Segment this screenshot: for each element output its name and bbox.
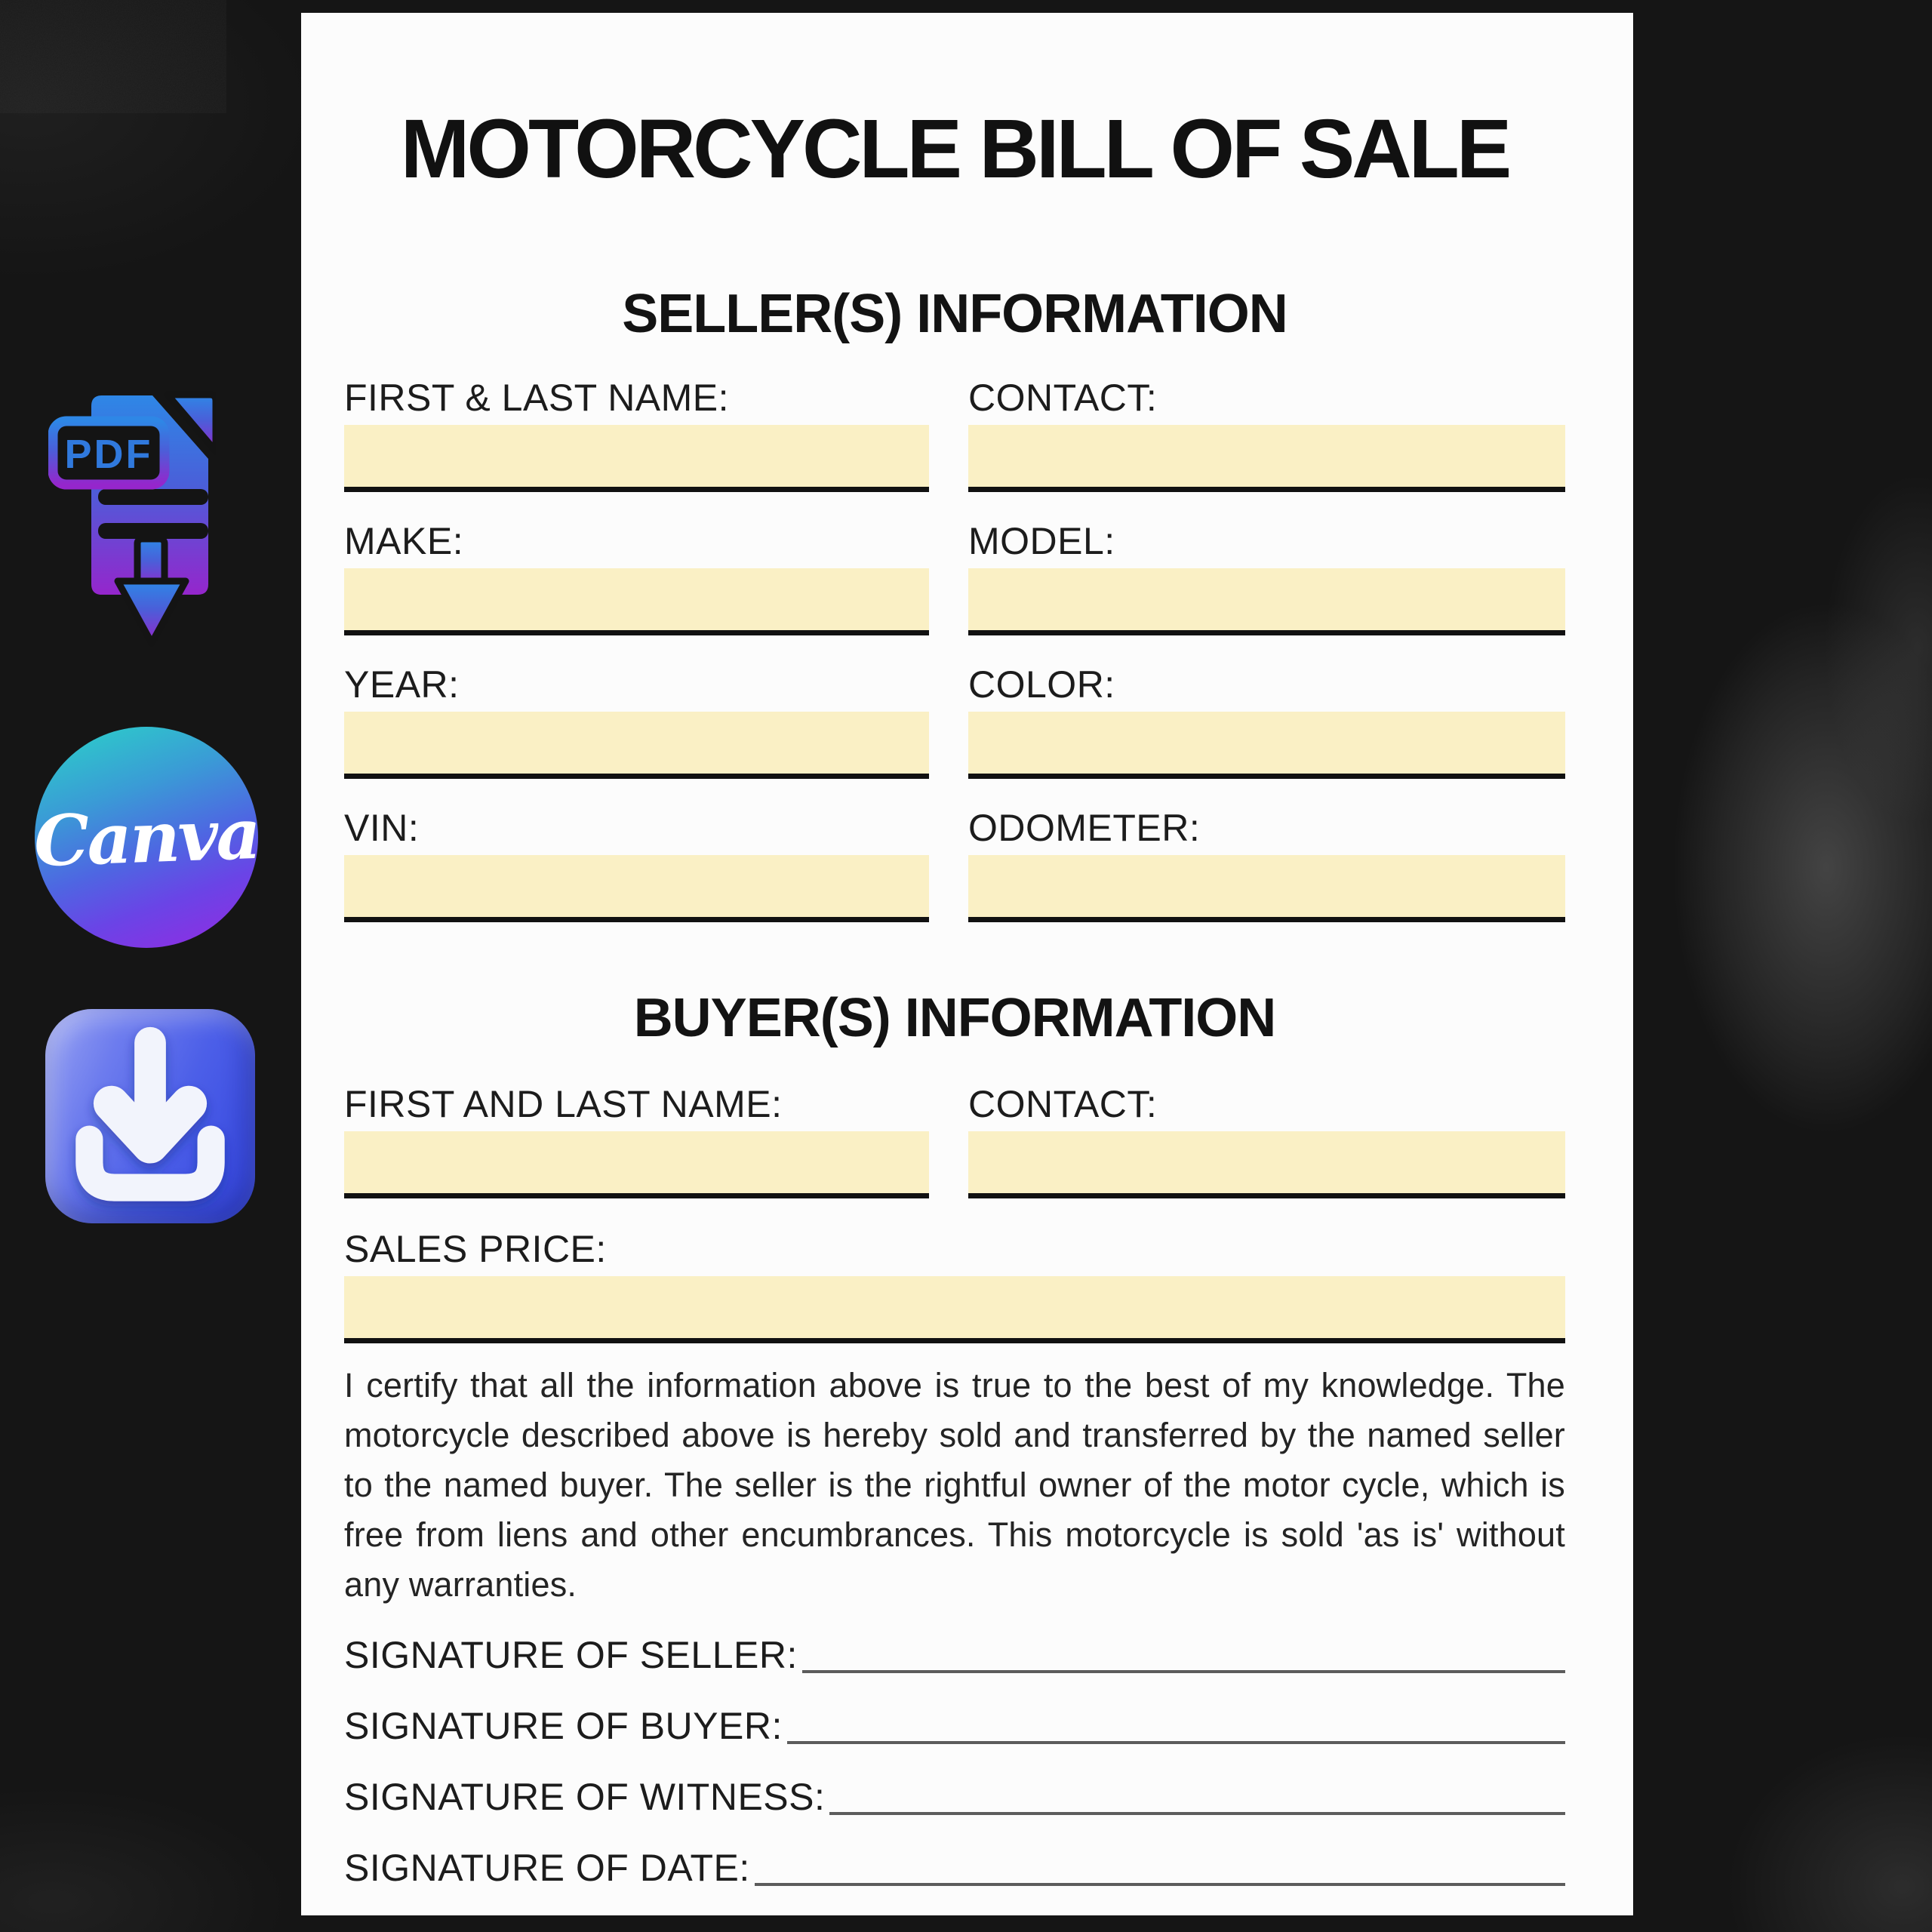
- pdf-file-icon: [48, 391, 216, 657]
- seller-name-label: FIRST & LAST NAME:: [344, 376, 730, 419]
- model-label: MODEL:: [968, 519, 1115, 562]
- witness-signature-row: [344, 1774, 1565, 1820]
- certification-paragraph: I certify that all the information above is true to the best of my knowledge. The motorcycle described above is hereby sold and transferred by the named seller to the named buyer. The seller is the rightful owner of the motor cycle, which is free from liens and other encumbrances. This motorcycle is sold 'as is' without any warranties.: [344, 1365, 1565, 1604]
- vin-label: VIN:: [344, 806, 420, 849]
- buyer-section-heading: BUYER(S) INFORMATION: [633, 987, 1276, 1048]
- seller-name-input[interactable]: [344, 425, 929, 492]
- make-input[interactable]: [344, 568, 929, 635]
- make-label: MAKE:: [344, 519, 464, 562]
- download-arrow-glyph: [89, 1043, 211, 1188]
- pdf-label: PDF: [64, 432, 153, 477]
- page-title: MOTORCYCLE BILL OF SALE: [400, 103, 1509, 195]
- buyer-contact-input[interactable]: [968, 1131, 1565, 1198]
- seller-section-heading: SELLER(S) INFORMATION: [622, 284, 1287, 344]
- seller-contact-label: CONTACT:: [968, 376, 1158, 419]
- witness-signature-label: SIGNATURE OF WITNESS:: [344, 1775, 826, 1818]
- seller-signature-row: [344, 1632, 1565, 1678]
- year-input[interactable]: [344, 712, 929, 779]
- background-grain-texture: [0, 0, 226, 113]
- canva-logo-text: Canva: [32, 792, 260, 882]
- buyer-signature-label: SIGNATURE OF BUYER:: [344, 1704, 783, 1747]
- date-signature-row: [344, 1845, 1565, 1890]
- buyer-signature-line[interactable]: [787, 1741, 1565, 1744]
- sales-price-input[interactable]: [344, 1276, 1565, 1343]
- download-icon: [45, 1009, 255, 1223]
- witness-signature-line[interactable]: [829, 1812, 1565, 1815]
- seller-signature-line[interactable]: [802, 1670, 1565, 1673]
- odometer-field-group: [968, 805, 1565, 922]
- sales-price-field-group: [344, 1226, 1565, 1343]
- odometer-label: ODOMETER:: [968, 806, 1201, 849]
- buyer-name-field-group: [344, 1081, 929, 1198]
- year-field-group: [344, 662, 929, 779]
- bill-of-sale-page: [301, 13, 1633, 1915]
- year-label: YEAR:: [344, 663, 460, 706]
- vin-field-group: [344, 805, 929, 922]
- date-signature-label: SIGNATURE OF DATE:: [344, 1846, 750, 1889]
- color-label: COLOR:: [968, 663, 1115, 706]
- buyer-contact-label: CONTACT:: [968, 1082, 1158, 1125]
- sales-price-label: SALES PRICE:: [344, 1227, 607, 1270]
- signature-section: [344, 1632, 1565, 1890]
- color-field-group: [968, 662, 1565, 779]
- vin-input[interactable]: [344, 855, 929, 922]
- model-field-group: [968, 518, 1565, 635]
- buyer-signature-row: [344, 1703, 1565, 1749]
- odometer-input[interactable]: [968, 855, 1565, 922]
- seller-form-grid: [344, 375, 1565, 922]
- make-field-group: [344, 518, 929, 635]
- seller-contact-field-group: [968, 375, 1565, 492]
- seller-signature-label: SIGNATURE OF SELLER:: [344, 1633, 798, 1676]
- seller-name-field-group: [344, 375, 929, 492]
- buyer-name-label: FIRST AND LAST NAME:: [344, 1082, 783, 1125]
- buyer-form-grid: [344, 1081, 1565, 1198]
- model-input[interactable]: [968, 568, 1565, 635]
- date-signature-line[interactable]: [755, 1883, 1565, 1886]
- seller-contact-input[interactable]: [968, 425, 1565, 492]
- buyer-name-input[interactable]: [344, 1131, 929, 1198]
- buyer-contact-field-group: [968, 1081, 1565, 1198]
- canva-logo: [32, 727, 260, 948]
- color-input[interactable]: [968, 712, 1565, 779]
